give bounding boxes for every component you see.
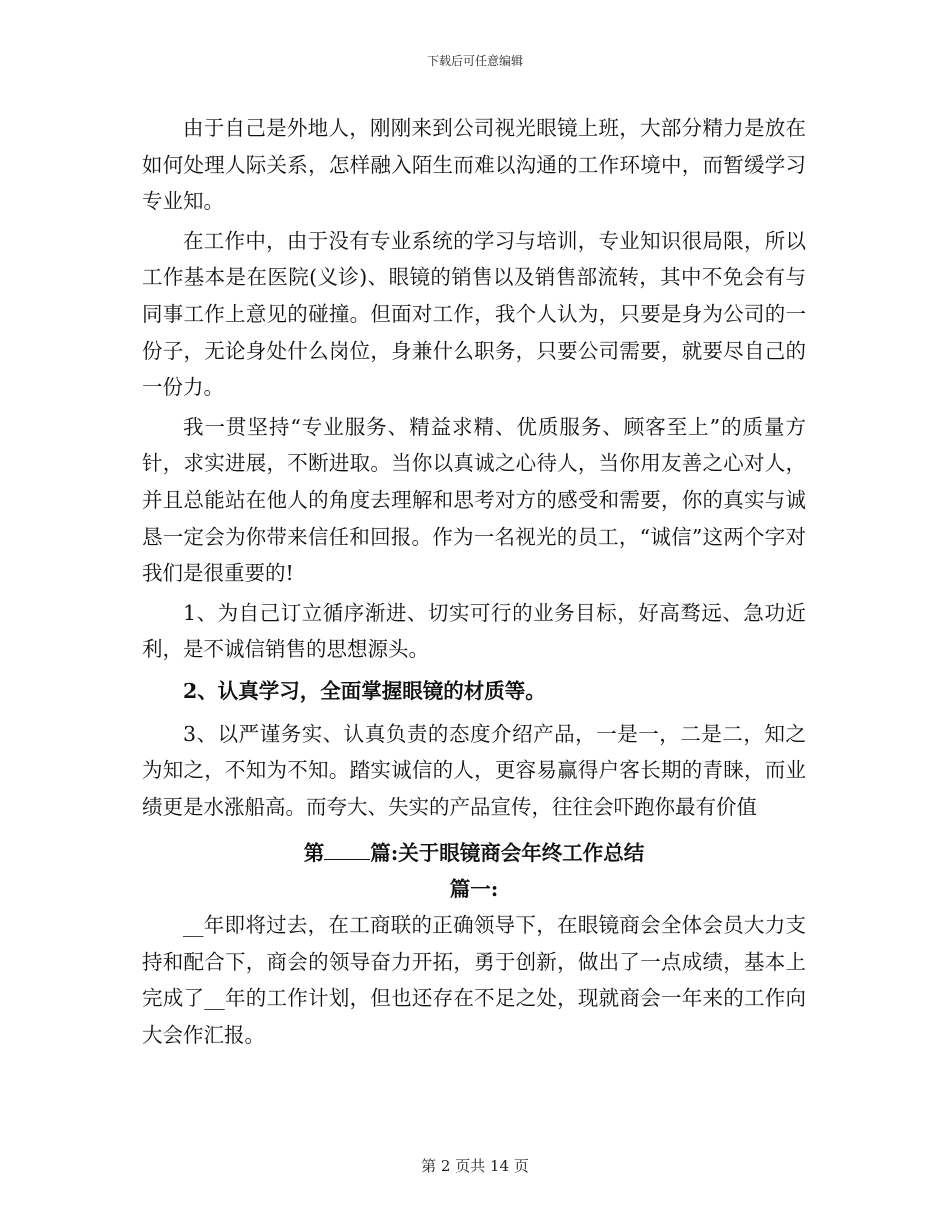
paragraph-2: 在工作中，由于没有专业系统的学习与培训，专业知识很局限，所以工作基本是在医院(义诊)、眼镜的销售以及销售部流转，其中不免会有与同事工作上意见的碰撞。但面对工作，我个人认为，只要是身为公司的一份子，无论身处什么岗位，身兼什么职务，只要公司需要，就要尽自己的一份力。 [142,228,806,400]
section-title-blank [324,841,370,860]
section-title-prefix: 第 [303,841,325,866]
section-subtitle: 篇一: [449,877,499,902]
section-title-suffix: 篇:关于眼镜商会年终工作总结 [370,841,645,866]
page-footer: 第 2 页共 14 页 [421,1157,529,1175]
paragraph-3: 我一贯坚持“专业服务、精益求精、优质服务、顾客至上”的质量方针，求实进展，不断进取。当你以真诚之心待人，当你用友善之心对人，并且总能站在他人的角度去理解和思考对方的感受和需要，你的真实与诚恳一定会为你带来信任和回报。作为一名视光的员工，“诚信”这两个字对我们是很重要的! [142,414,806,586]
document-body [142,110,806,1057]
paragraph-1: 由于自己是外地人，刚刚来到公司视光眼镜上班，大部分精力是放在如何处理人际关系，怎样融入陌生而难以沟通的工作环境中，而暂缓学习专业知。 [142,116,806,214]
list-item-1: 1、为自己订立循序渐进、切实可行的业务目标，好高骛远、急功近利，是不诚信销售的思想源头。 [142,600,806,662]
section-title [142,835,806,871]
list-item-3: 3、以严谨务实、认真负责的态度介绍产品，一是一，二是二，知之为知之，不知为不知。踏实诚信的人，更容易赢得户客长期的青睐，而业绩更是水涨船高。而夸大、失实的产品宣传，往往会吓跑你最有价值 [142,721,806,819]
page-header: 下载后可任意编辑 [426,54,523,68]
paragraph-summary: __年即将过去，在工商联的正确领导下，在眼镜商会全体会员大力支持和配合下，商会的领导奋力开拓，勇于创新，做出了一点成绩，基本上完成了__年的工作计划，但也还存在不足之处，现就商会一年来的工作向大会作汇报。 [142,913,806,1048]
list-item-2: 2、认真学习，全面掌握眼镜的材质等。 [183,678,546,703]
